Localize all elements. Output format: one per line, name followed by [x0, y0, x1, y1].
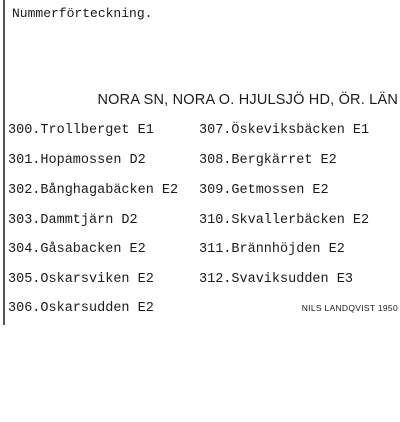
entry-300: 300.Trollberget E1 — [8, 123, 154, 138]
entry-306: 306.Oskarsudden E2 — [8, 301, 154, 316]
entry-307: 307.Öskeviksbäcken E1 — [199, 123, 370, 138]
entry-308: 308.Bergkärret E2 — [199, 153, 337, 168]
author-signature: NILS LANDQVIST 1950 — [301, 303, 398, 313]
entry-304: 304.Gåsabacken E2 — [8, 242, 146, 257]
entry-309: 309.Getmossen E2 — [199, 183, 329, 198]
entry-311: 311.Brännhöjden E2 — [199, 242, 345, 257]
entry-310: 310.Skvallerbäcken E2 — [199, 213, 370, 228]
card-edge-line — [3, 0, 5, 325]
entry-302: 302.Bånghagabäcken E2 — [8, 183, 179, 198]
entry-312: 312.Svaviksudden E3 — [199, 272, 353, 287]
entry-305: 305.Oskarsviken E2 — [8, 272, 154, 287]
entry-303: 303.Dammtjärn D2 — [8, 213, 138, 228]
entry-301: 301.Hopamossen D2 — [8, 153, 146, 168]
parish-header: NORA SN, NORA O. HJULSJÖ HD, ÖR. LÄN — [97, 92, 398, 108]
card-title: Nummerförteckning. — [12, 6, 153, 21]
